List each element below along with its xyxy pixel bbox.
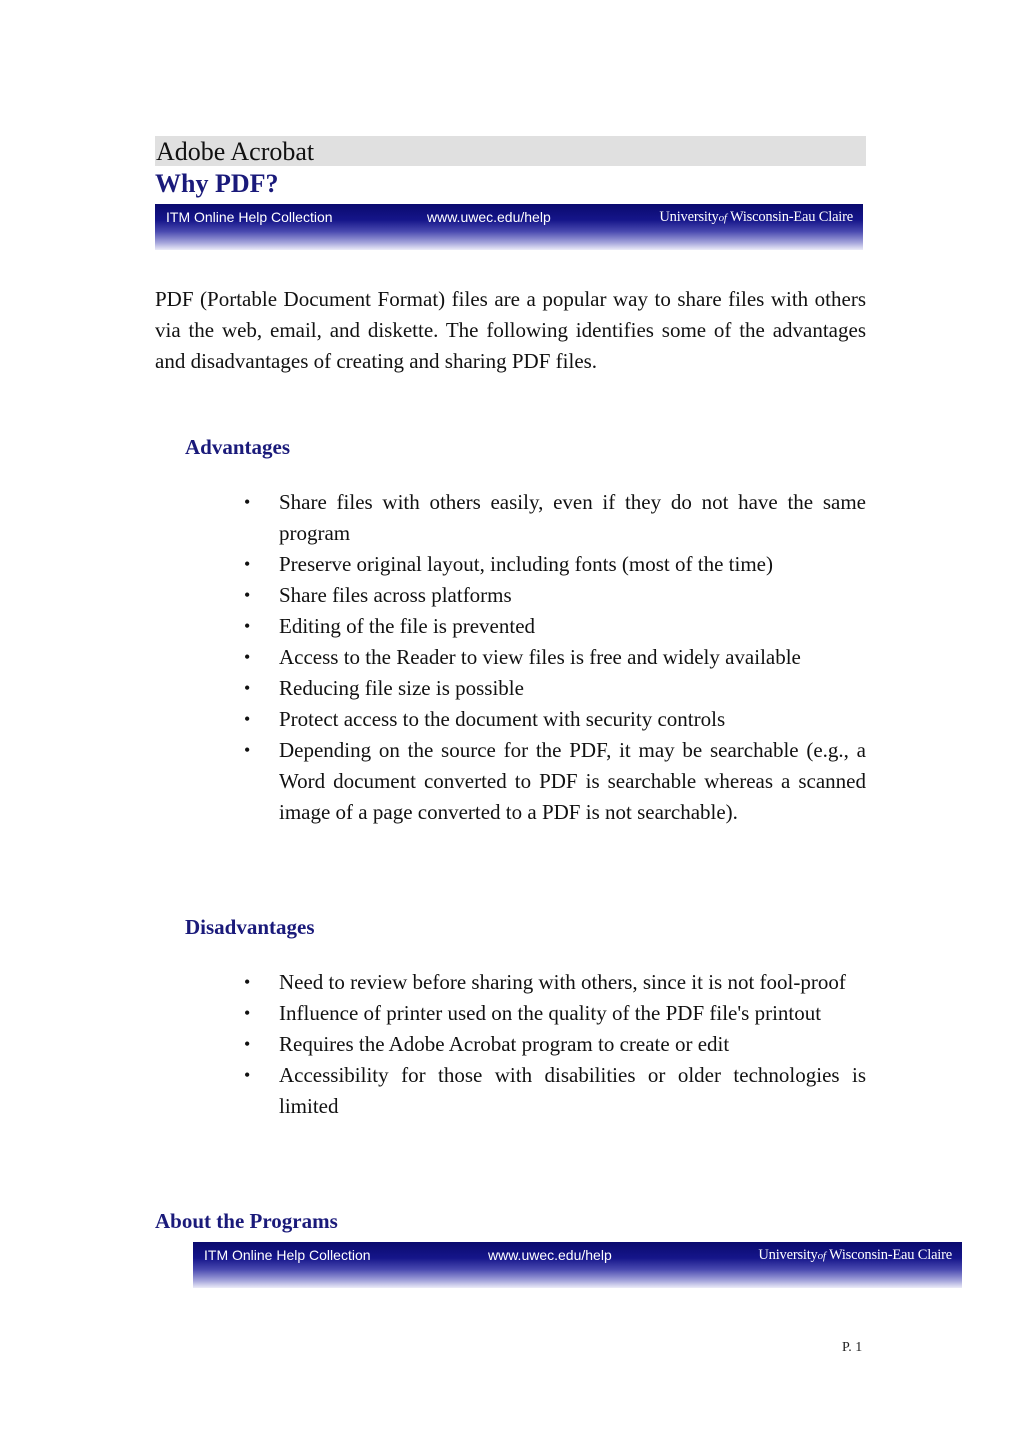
bullet-icon: • [244,492,251,512]
list-item-text: Share files with others easily, even if they do not have the same program [279,490,866,545]
itm-banner-top [155,204,863,250]
list-item [244,967,866,998]
list-item [244,642,866,673]
disadvantages-heading: Disadvantages [185,915,315,939]
banner-university-a: University [758,1247,818,1263]
banner-university-b: Wisconsin-Eau Claire [828,1247,952,1263]
disadvantages-list [244,967,866,1122]
list-item-text: Influence of printer used on the quality of the PDF file's printout [279,1001,822,1025]
list-item [244,673,866,704]
banner-university-logo [659,209,853,226]
bullet-icon: • [244,616,251,636]
list-item [244,704,866,735]
list-item [244,549,866,580]
list-item [244,580,866,611]
list-item-text: Editing of the file is prevented [279,614,536,638]
app-title: Adobe Acrobat [156,137,315,166]
page-title: Why PDF? [155,169,279,198]
bullet-icon: • [244,972,251,992]
banner-university-logo [758,1247,952,1264]
banner-collection-label: ITM Online Help Collection [166,209,333,225]
bullet-icon: • [244,678,251,698]
list-item-text: Need to review before sharing with others, since it is not fool-proof [279,970,846,994]
list-item [244,1060,866,1122]
about-programs-heading: About the Programs [155,1209,338,1233]
page-number: P. 1 [842,1340,863,1355]
banner-university-a: University [659,209,719,225]
list-item-text: Depending on the source for the PDF, it may be searchable (e.g., a Word document converted to PDF is searchable whereas a scanned image of a page converted to a PDF is not searchable). [279,738,866,824]
list-item-text: Reducing file size is possible [279,676,524,700]
list-item-text: Access to the Reader to view files is free and widely available [279,645,801,669]
list-item-text: Requires the Adobe Acrobat program to create or edit [279,1032,730,1056]
advantages-list [244,487,866,828]
bullet-icon: • [244,1003,251,1023]
bullet-icon: • [244,1034,251,1054]
bullet-icon: • [244,554,251,574]
intro-paragraph: PDF (Portable Document Format) files are a popular way to share files with others via the web, email, and diskette. The following identifies some of the advantages and disadvantages of creating and sharing PDF files. [155,287,866,373]
banner-url: www.uwec.edu/help [427,209,551,225]
list-item-text: Preserve original layout, including fonts (most of the time) [279,552,773,576]
bullet-icon: • [244,1065,251,1085]
banner-university-of: of [817,1250,826,1262]
banner-collection-label: ITM Online Help Collection [204,1247,371,1263]
bullet-icon: • [244,585,251,605]
list-item [244,735,866,828]
list-item [244,998,866,1029]
list-item-text: Share files across platforms [279,583,512,607]
bullet-icon: • [244,740,251,760]
list-item-text: Accessibility for those with disabilities or older technologies is limited [279,1063,866,1118]
list-item [244,487,866,549]
advantages-heading: Advantages [185,435,291,459]
bullet-icon: • [244,709,251,729]
list-item [244,611,866,642]
banner-url: www.uwec.edu/help [488,1247,612,1263]
list-item-text: Protect access to the document with security controls [279,707,726,731]
banner-university-of: of [718,212,727,224]
app-title-bar [155,136,866,166]
itm-banner-bottom [193,1242,962,1288]
bullet-icon: • [244,647,251,667]
banner-university-b: Wisconsin-Eau Claire [729,209,853,225]
list-item [244,1029,866,1060]
